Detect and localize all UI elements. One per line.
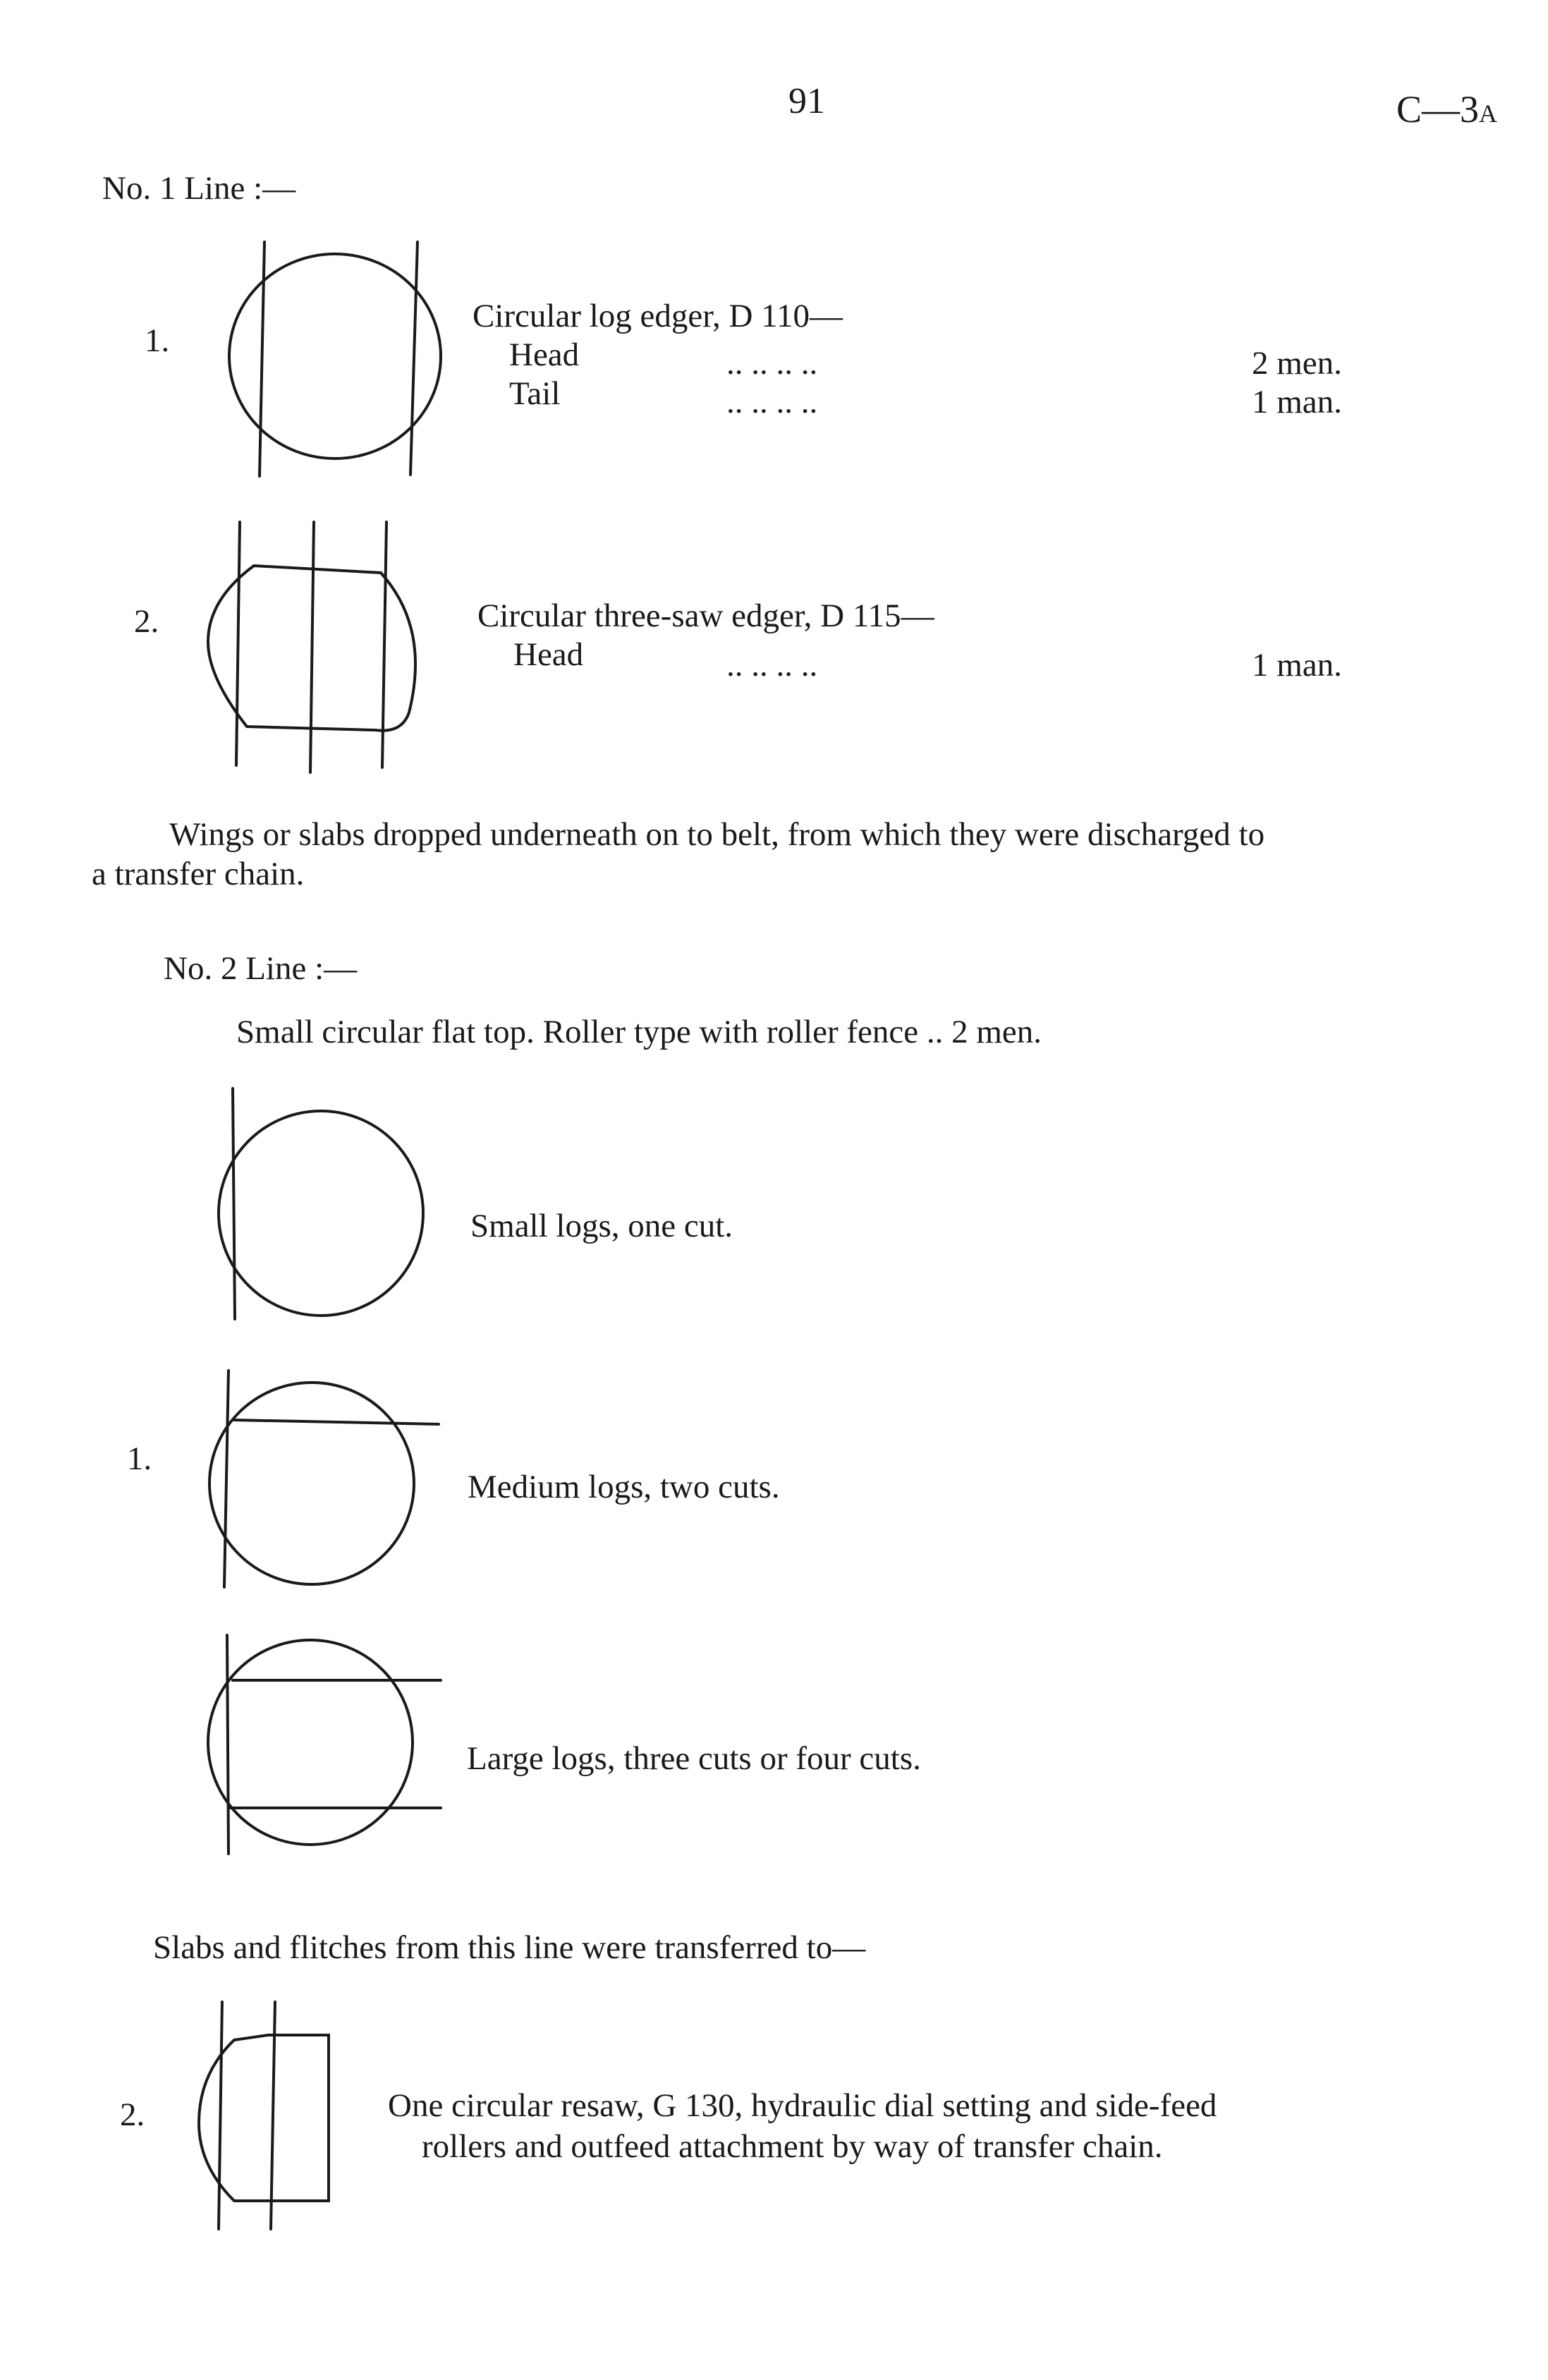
- saw-line-left: [260, 242, 264, 476]
- saw-line: [233, 1088, 235, 1319]
- saw-line-right: [410, 242, 418, 475]
- line1-item2-row1-leaders: .. .. .. ..: [726, 647, 818, 684]
- line1-item2-number: 2.: [134, 603, 159, 640]
- line1-item1-number: 1.: [145, 322, 170, 359]
- line2-title: No. 2 Line :—: [164, 950, 358, 987]
- large-log-label: Large logs, three cuts or four cuts.: [467, 1740, 921, 1777]
- line1-item2-row1-label: Head: [513, 636, 584, 673]
- line1-item1-row2-leaders: .. .. .. ..: [726, 384, 818, 420]
- line1-item1-row2-label: Tail: [509, 375, 561, 412]
- log-outline: [209, 1383, 414, 1584]
- three-saw-edger-diagram: [197, 515, 423, 776]
- line1-item2-description: Circular three-saw edger, D 115—: [477, 597, 934, 634]
- saw-line-horizontal: [233, 1420, 439, 1424]
- resaw-diagram: [190, 1996, 346, 2236]
- log-edger-diagram: [212, 236, 451, 483]
- line2-item1-number: 1.: [127, 1440, 152, 1477]
- line1-item1-row1-leaders: .. .. .. ..: [726, 345, 818, 382]
- small-log-diagram: [212, 1083, 430, 1323]
- medium-log-diagram: [205, 1365, 444, 1594]
- line2-intro: Small circular flat top. Roller type with roller fence .. 2 men.: [236, 1014, 1042, 1050]
- line1-note-line1: Wings or slabs dropped underneath on to belt, from which they were discharged to: [169, 816, 1265, 853]
- line1-title: No. 1 Line :—: [102, 170, 296, 207]
- log-outline: [208, 1640, 413, 1845]
- line1-item2-row1-value: 1 man.: [1252, 647, 1342, 684]
- saw-line-vertical: [227, 1635, 228, 1854]
- saw-line-left: [236, 522, 240, 765]
- log-outline: [219, 1111, 423, 1316]
- section-code-main: C—3: [1396, 88, 1480, 130]
- section-code-suffix: A: [1479, 99, 1499, 128]
- line2-item2-line2: rollers and outfeed attachment by way of transfer chain.: [422, 2128, 1163, 2165]
- medium-log-label: Medium logs, two cuts.: [468, 1469, 780, 1505]
- saw-line-vertical: [224, 1371, 228, 1587]
- line2-item2-number: 2.: [120, 2096, 145, 2133]
- line1-item1-row2-value: 1 man.: [1252, 384, 1342, 420]
- saw-line-center: [310, 522, 314, 772]
- page-number: 91: [788, 81, 825, 121]
- line1-note-line2: a transfer chain.: [92, 856, 305, 892]
- line1-item1-description: Circular log edger, D 110—: [473, 298, 843, 334]
- transfer-note: Slabs and flitches from this line were transferred to—: [153, 1929, 866, 1966]
- line1-item1-row1-label: Head: [509, 336, 580, 373]
- line1-item1-row1-value: 2 men.: [1252, 345, 1342, 382]
- small-log-label: Small logs, one cut.: [470, 1208, 733, 1244]
- line2-item2-line1: One circular resaw, G 130, hydraulic dial setting and side-feed: [388, 2087, 1217, 2124]
- section-code: [1396, 90, 1498, 128]
- large-log-diagram: [205, 1629, 444, 1859]
- saw-line-left: [219, 2002, 222, 2229]
